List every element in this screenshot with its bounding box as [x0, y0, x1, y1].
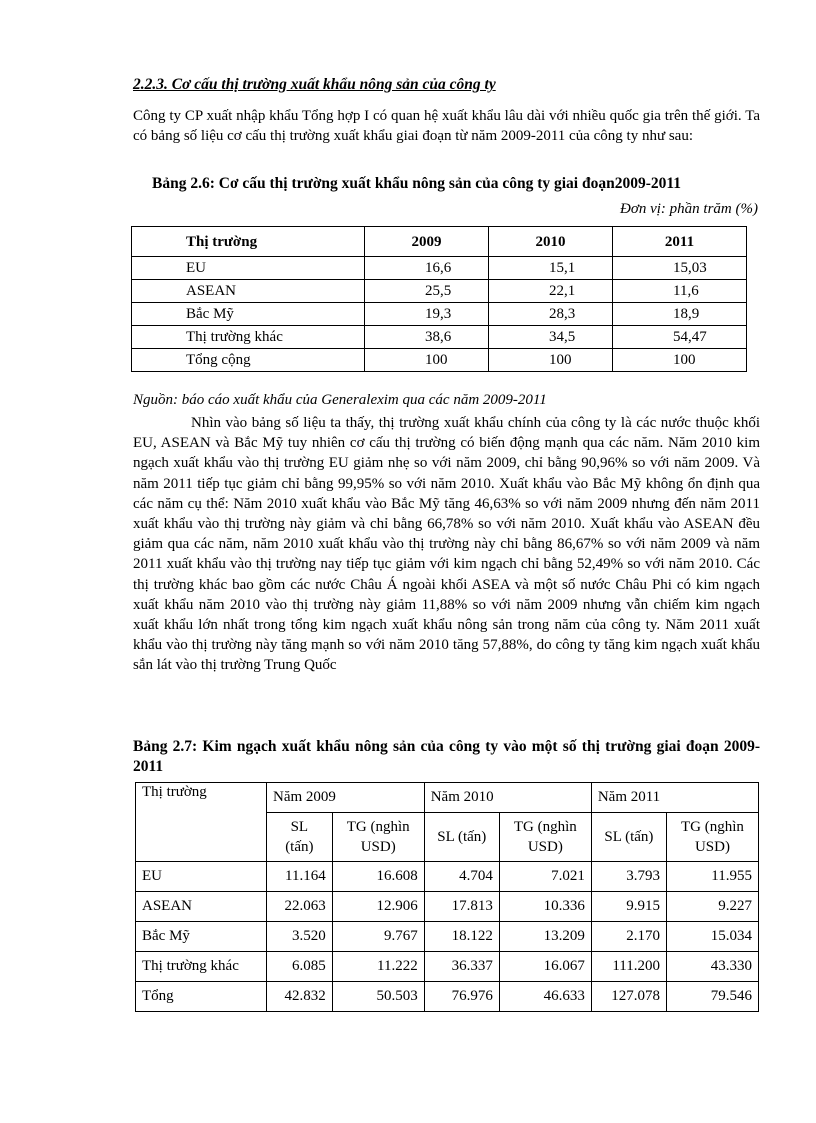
header-cell: Thị trường: [132, 227, 365, 257]
table1-source: Nguồn: báo cáo xuất khẩu của Generalexim qua các năm 2009-2011: [133, 392, 547, 408]
subheader-cell: [591, 813, 666, 862]
value-cell: 76.976: [424, 982, 499, 1012]
market-cell: EU: [132, 257, 365, 280]
market-cell: Thị trường khác: [136, 952, 267, 982]
value-cell: 54,47: [613, 326, 747, 349]
subheader-cell: [499, 813, 591, 862]
subheader-cell: [424, 813, 499, 862]
value-cell: 9.227: [666, 892, 758, 922]
value-cell: 50.503: [332, 982, 424, 1012]
market-cell: ASEAN: [136, 892, 267, 922]
subheader-line: TG (nghìn: [346, 819, 410, 835]
table-row: [136, 922, 759, 952]
value-cell: 25,5: [365, 280, 489, 303]
value-cell: 100: [365, 349, 489, 372]
value-cell: 7.021: [499, 862, 591, 892]
header-cell-year: Năm 2009: [267, 783, 425, 813]
subheader-line: USD): [360, 839, 396, 855]
value-cell: 11.955: [666, 862, 758, 892]
value-cell: 28,3: [489, 303, 613, 326]
value-cell: 127.078: [591, 982, 666, 1012]
value-cell: 16.067: [499, 952, 591, 982]
value-cell: 100: [489, 349, 613, 372]
table1-unit: Đơn vị: phần trăm (%): [620, 201, 758, 217]
intro-paragraph: Công ty CP xuất nhập khẩu Tổng hợp I có quan hệ xuất khẩu lâu dài với nhiều quốc gia trên thế giới. Ta có bảng số liệu cơ cấu thị trường xuất khẩu giai đoạn từ năm 2009-2011 của công ty như sau:: [133, 108, 760, 144]
subheader-cell: [332, 813, 424, 862]
market-cell: EU: [136, 862, 267, 892]
value-cell: 12.906: [332, 892, 424, 922]
market-structure-table: [131, 226, 747, 372]
header-cell-year: Năm 2010: [424, 783, 591, 813]
header-cell: 2009: [365, 227, 489, 257]
header-cell-year: Năm 2011: [591, 783, 758, 813]
value-cell: 42.832: [267, 982, 333, 1012]
table-row: [132, 303, 747, 326]
value-cell: 11.164: [267, 862, 333, 892]
table-row: [132, 349, 747, 372]
value-cell: 79.546: [666, 982, 758, 1012]
market-cell: Bắc Mỹ: [136, 922, 267, 952]
subheader-line: SL (tấn): [604, 829, 654, 845]
table-row: [136, 982, 759, 1012]
value-cell: 18,9: [613, 303, 747, 326]
value-cell: 43.330: [666, 952, 758, 982]
table-row: [136, 862, 759, 892]
value-cell: 111.200: [591, 952, 666, 982]
table-header-row: [136, 783, 759, 813]
market-cell: ASEAN: [132, 280, 365, 303]
value-cell: 11,6: [613, 280, 747, 303]
subheader-line: TG (nghìn: [681, 819, 744, 835]
value-cell: 6.085: [267, 952, 333, 982]
market-cell: Thị trường khác: [132, 326, 365, 349]
value-cell: 9.915: [591, 892, 666, 922]
table-row: [132, 326, 747, 349]
header-cell: 2011: [613, 227, 747, 257]
subheader-line: (tấn): [285, 839, 314, 855]
value-cell: 19,3: [365, 303, 489, 326]
header-cell: 2010: [489, 227, 613, 257]
analysis-paragraph: Nhìn vào bảng số liệu ta thấy, thị trường xuất khẩu chính của công ty là các nước thuộc khối EU, ASEAN và Bắc Mỹ tuy nhiên cơ cấu thị trường có biến động mạnh qua các năm. Năm 2010 kim ngạch xuất khẩu vào thị trường EU giảm nhẹ so với năm 2009, chỉ bằng 90,96% so với năm 2009. Và năm 2011 tiếp tục giảm chỉ bằng 99,95% so với năm 2010. Xuất khẩu vào Bắc Mỹ không ổn định qua các năm cụ thể: Năm 2010 xuất khẩu vào Bắc Mỹ tăng 46,63% so với năm 2009 nhưng đến năm 2011 xuất khẩu vào thị trường này giảm và chỉ bằng 66,78% so với năm 2010. Xuất khẩu vào ASEAN đều giảm qua các năm, năm 2010 xuất khẩu vào thị trường này chỉ bằng 86,67% so với năm 2009 và năm 2011 xuất khẩu vào thị trường nay tiếp tục giảm với kim ngạch chỉ bằng 52,49% so với năm 2010. Các thị trường khác bao gồm các nước Châu Á ngoài khối ASEA và một số nước Châu Phi có kim ngạch xuất khẩu năm 2010 vào thị trường này giảm 11,88% so với năm 2009 nhưng vẫn chiếm kim ngạch xuất khẩu lớn nhất trong tổng kim ngạch xuất khẩu nông sản trong năm của công ty. Năm 2011 xuất khẩu vào thị trường này tăng mạnh so với năm 2010 tăng 57,88%, do công ty tăng kim ngạch xuất khẩu sắn lát vào thị trường Trung Quốc: [133, 415, 760, 674]
value-cell: 15,1: [489, 257, 613, 280]
value-cell: 15,03: [613, 257, 747, 280]
subheader-line: TG (nghìn: [513, 819, 577, 835]
table-row: [132, 280, 747, 303]
value-cell: 38,6: [365, 326, 489, 349]
subheader-cell: [267, 813, 333, 862]
value-cell: 36.337: [424, 952, 499, 982]
value-cell: 16.608: [332, 862, 424, 892]
value-cell: 16,6: [365, 257, 489, 280]
subheader-line: SL: [290, 819, 309, 835]
value-cell: 10.336: [499, 892, 591, 922]
subheader-line: SL (tấn): [437, 829, 487, 845]
value-cell: 18.122: [424, 922, 499, 952]
value-cell: 3.793: [591, 862, 666, 892]
table2-caption: Bảng 2.7: Kim ngạch xuất khẩu nông sản của công ty vào một số thị trường giai đoạn 2009-2011: [133, 738, 760, 775]
value-cell: 11.222: [332, 952, 424, 982]
value-cell: 100: [613, 349, 747, 372]
value-cell: 46.633: [499, 982, 591, 1012]
section-heading: 2.2.3. Cơ cấu thị trường xuất khẩu nông sản của công ty: [133, 76, 496, 93]
subheader-cell: [666, 813, 758, 862]
subheader-line: USD): [527, 839, 563, 855]
table1-caption: Bảng 2.6: Cơ cấu thị trường xuất khẩu nông sản của công ty giai đoạn2009-2011: [152, 175, 682, 192]
value-cell: 15.034: [666, 922, 758, 952]
value-cell: 34,5: [489, 326, 613, 349]
value-cell: 22.063: [267, 892, 333, 922]
table-row: [136, 892, 759, 922]
value-cell: 9.767: [332, 922, 424, 952]
table-row: [136, 952, 759, 982]
subheader-line: USD): [694, 839, 730, 855]
value-cell: 2.170: [591, 922, 666, 952]
market-cell: Tổng cộng: [132, 349, 365, 372]
value-cell: 4.704: [424, 862, 499, 892]
market-cell: Tổng: [136, 982, 267, 1012]
market-cell: Bắc Mỹ: [132, 303, 365, 326]
export-value-table: [135, 782, 759, 1012]
table-header-row: [132, 227, 747, 257]
value-cell: 13.209: [499, 922, 591, 952]
value-cell: 3.520: [267, 922, 333, 952]
table-row: [132, 257, 747, 280]
value-cell: 22,1: [489, 280, 613, 303]
header-cell-market: Thị trường: [136, 783, 267, 862]
value-cell: 17.813: [424, 892, 499, 922]
